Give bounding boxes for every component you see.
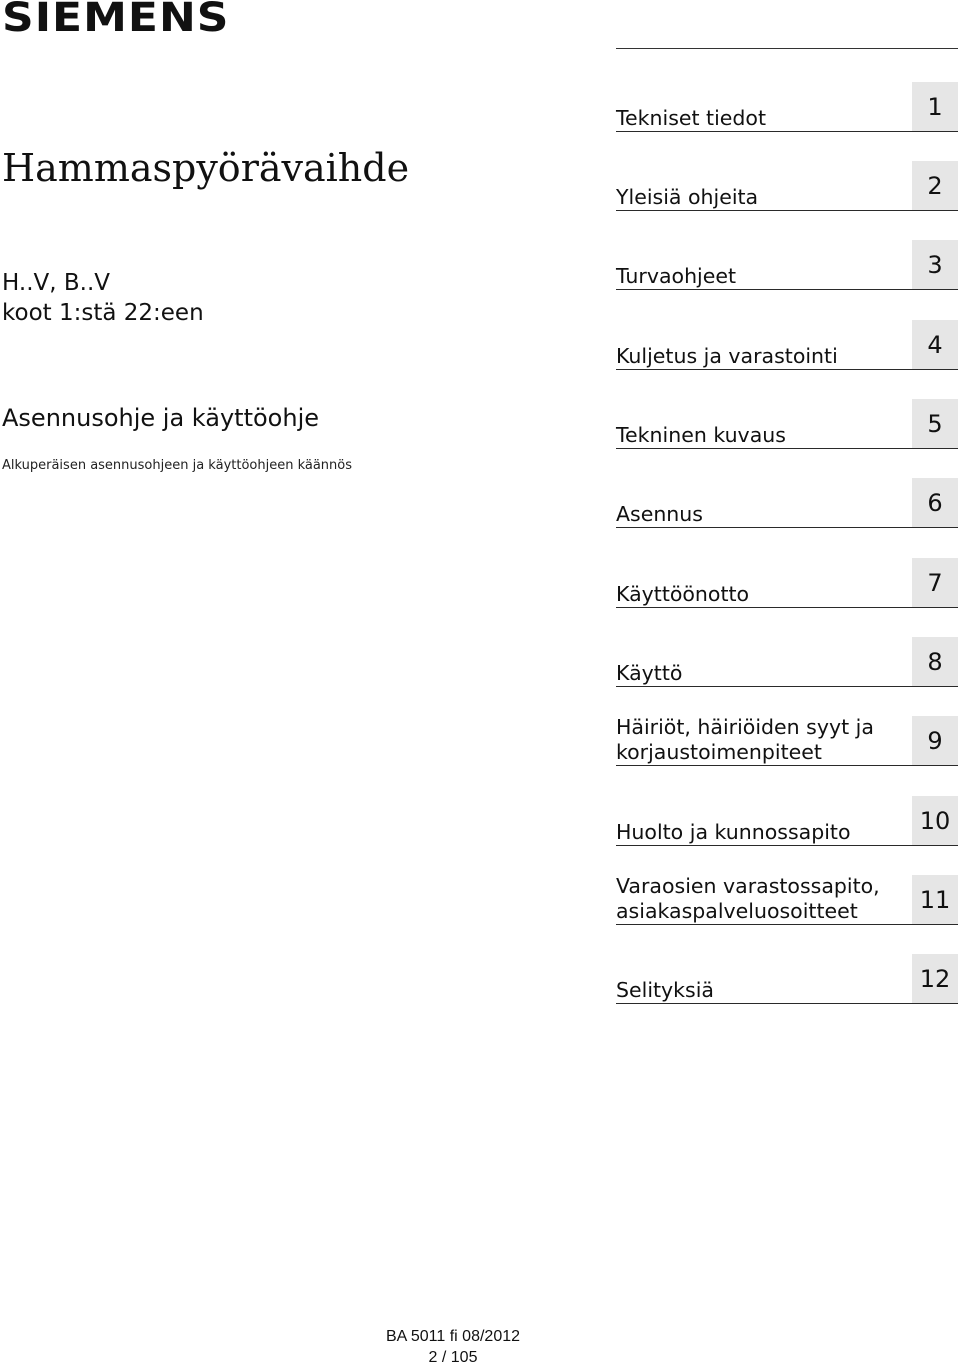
toc-entry-7[interactable] [616,558,958,608]
toc-label: Yleisiä ohjeita [616,185,759,209]
toc-number-tab: 3 [912,240,958,290]
toc-entry-3[interactable] [616,240,958,290]
toc-underline [616,765,958,766]
toc-number-tab: 8 [912,637,958,687]
toc-label: Asennus [616,502,703,526]
toc-number-tab: 11 [912,875,958,925]
toc-entry-6[interactable] [616,478,958,528]
size-range: koot 1:stä 22:een [2,300,204,326]
toc-number-tab: 5 [912,399,958,449]
toc-label: Varaosien varastossapito, asiakaspalveluosoitteet [616,874,880,923]
translation-note: Alkuperäisen asennusohjeen ja käyttöohjeen käännös [2,458,353,473]
siemens-logo: SIEMENS [2,0,230,41]
toc-entry-5[interactable] [616,399,958,449]
manual-type-heading: Asennusohje ja käyttöohje [2,404,320,432]
toc-underline [616,607,958,608]
toc-number-tab: 1 [912,82,958,132]
toc-label: Häiriöt, häiriöiden syyt ja korjaustoimenpiteet [616,715,874,764]
toc-label: Käyttöönotto [616,582,750,606]
toc-label: Tekniset tiedot [616,106,766,130]
document-title: Hammaspyörävaihde [2,146,410,190]
document-id: BA 5011 fi 08/2012 [385,1328,521,1345]
toc-number-tab: 10 [912,796,958,846]
toc-underline [616,527,958,528]
toc-number-tab: 4 [912,320,958,370]
toc-entry-2[interactable] [616,161,958,211]
toc-label: Käyttö [616,661,683,685]
toc-label: Huolto ja kunnossapito [616,820,851,844]
toc-underline [616,448,958,449]
toc-number-tab: 2 [912,161,958,211]
toc-label: Turvaohjeet [616,264,737,288]
toc-entry-11[interactable] [616,875,958,925]
toc-underline [616,1003,958,1004]
model-designation: H..V, B..V [2,270,111,296]
toc-entry-4[interactable] [616,320,958,370]
toc-entry-12[interactable] [616,954,958,1004]
toc-underline [616,845,958,846]
toc-label: Selityksiä [616,978,714,1002]
toc-underline [616,686,958,687]
toc-underline [616,289,958,290]
toc-number-tab: 6 [912,478,958,528]
page-number: 2 / 105 [428,1349,478,1366]
toc-underline [616,131,958,132]
toc-entry-9[interactable] [616,716,958,766]
toc-label: Kuljetus ja varastointi [616,344,838,368]
toc-entry-8[interactable] [616,637,958,687]
top-divider [616,48,958,49]
toc-underline [616,924,958,925]
toc-entry-1[interactable] [616,82,958,132]
toc-number-tab: 9 [912,716,958,766]
toc-entry-10[interactable] [616,796,958,846]
toc-number-tab: 12 [912,954,958,1004]
toc-underline [616,210,958,211]
toc-underline [616,369,958,370]
toc-label: Tekninen kuvaus [616,423,786,447]
toc-number-tab: 7 [912,558,958,608]
